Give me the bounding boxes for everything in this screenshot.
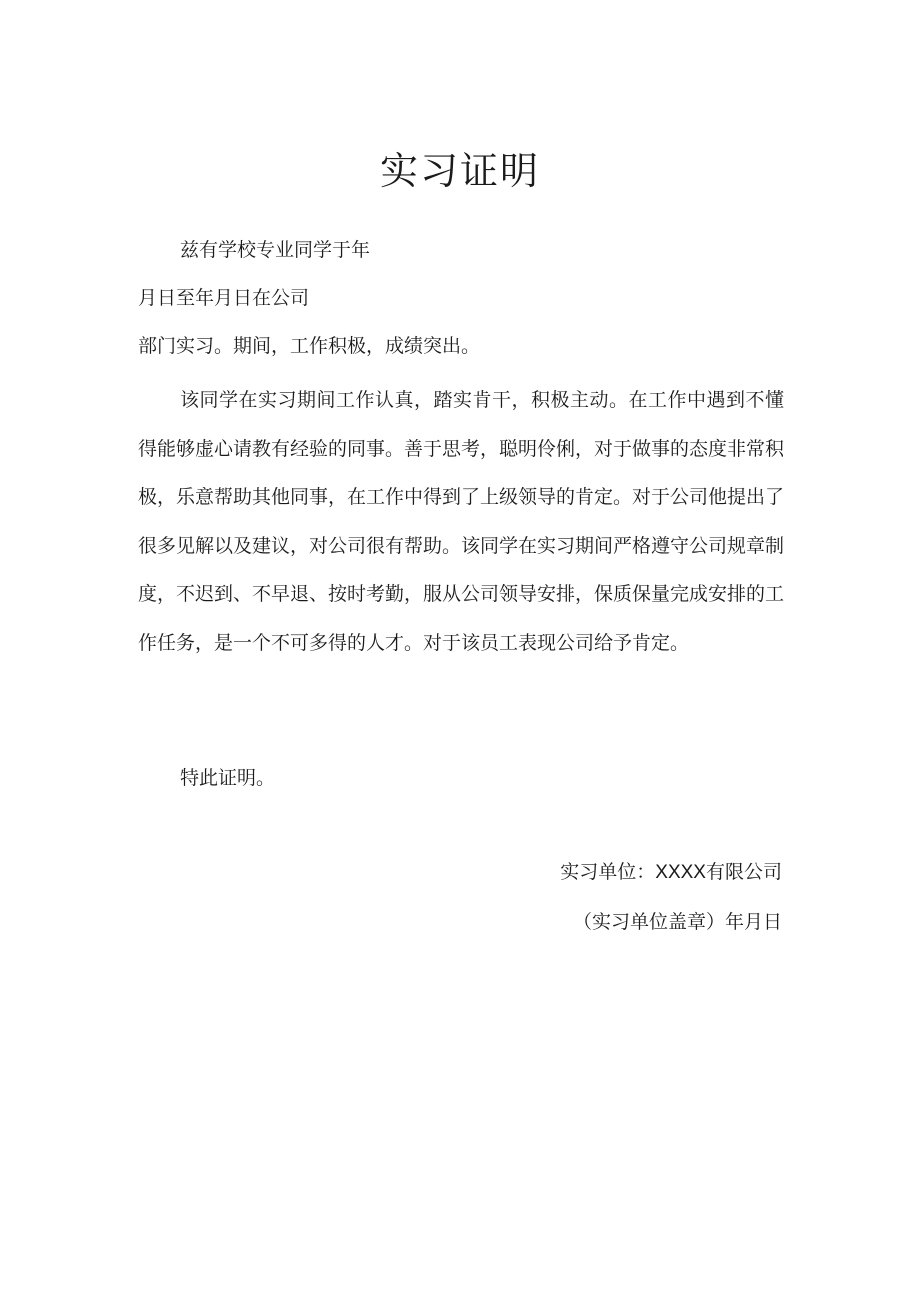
intro-line-2: 月日至年月日在公司 xyxy=(138,287,310,309)
body-paragraph: 该同学在实习期间工作认真，踏实肯干，积极主动。在工作中遇到不懂得能够虚心请教有经验的同事。善于思考，聪明伶俐，对于做事的态度非常积极，乐意帮助其他同事，在工作中得到了上级领导的肯定。对于公司他提出了很多见解以及建议，对公司很有帮助。该同学在实习期间严格遵守公司规章制度，不迟到、不早退、按时考勤，服从公司领导安排，保质保量完成安排的工作任务，是一个不可多得的人才。对于该员工表现公司给予肯定。 xyxy=(138,389,785,654)
document-title: 实习证明 xyxy=(379,149,540,193)
signature-label: 实习单位： xyxy=(560,861,656,883)
intro-line-3: 部门实习。期间，工作积极，成绩突出。 xyxy=(138,335,481,357)
signature-line xyxy=(560,856,782,889)
seal-date-line: （实习单位盖章）年月日 xyxy=(572,911,782,933)
closing-statement: 特此证明。 xyxy=(180,767,276,789)
signature-company-placeholder: XXXX xyxy=(655,862,706,883)
intro-line-1: 兹有学校专业同学于年 xyxy=(180,239,371,261)
signature-suffix: 有限公司 xyxy=(705,861,782,883)
